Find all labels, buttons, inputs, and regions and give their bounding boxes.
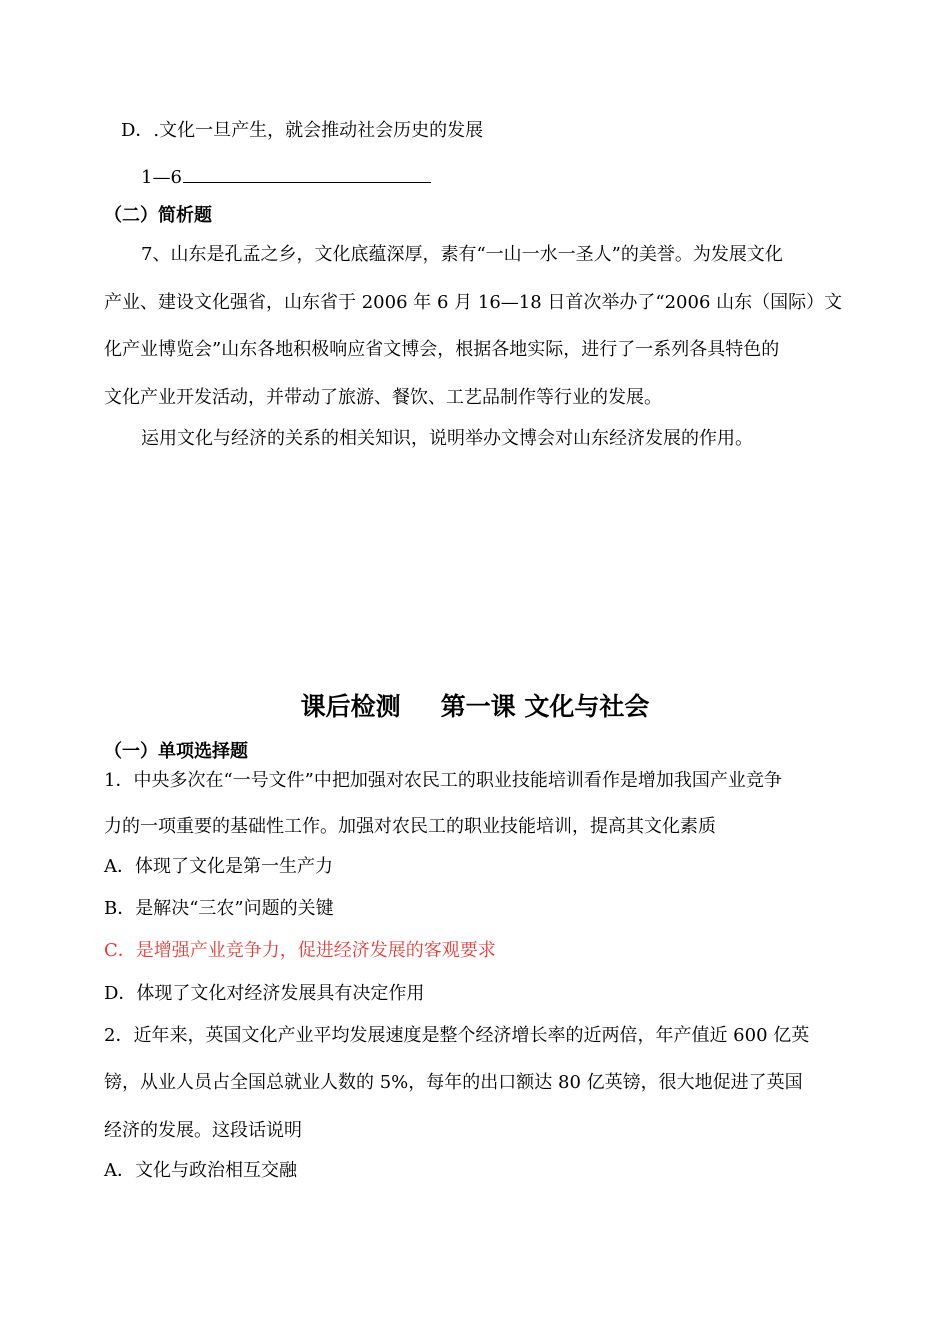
answer-line [141, 164, 431, 190]
q7-line-3: 化产业博览会”山东各地积极响应省文博会，根据各地实际，进行了一系列各具特色的 [104, 339, 780, 360]
q7-line-2: 产业、建设文化强省，山东省于 2006 年 6 月 16—18 日首次举办了“2006 山东（国际）文 [104, 292, 843, 313]
title-right: 第一课 文化与社会 [440, 692, 650, 721]
q1-option-a: A．体现了文化是第一生产力 [104, 856, 333, 877]
q1-option-c-highlighted: C．是增强产业竞争力，促进经济发展的客观要求 [104, 940, 496, 961]
q1-option-b: B．是解决“三农”问题的关键 [104, 898, 334, 919]
option-d: D．.文化一旦产生，就会推动社会历史的发展 [121, 120, 484, 141]
page-title [0, 690, 950, 724]
q7-line-1: 7、山东是孔孟之乡，文化底蕴深厚，素有“一山一水一圣人”的美誉。为发展文化 [141, 244, 783, 265]
section-heading-choice: （一）单项选择题 [104, 741, 248, 762]
title-left: 课后检测 [300, 692, 401, 721]
q7-line-4: 文化产业开发活动，并带动了旅游、餐饮、工艺品制作等行业的发展。 [104, 387, 662, 408]
answer-blank [183, 164, 431, 183]
q7-prompt: 运用文化与经济的关系的相关知识，说明举办文博会对山东经济发展的作用。 [141, 428, 753, 449]
answer-prefix: 1—6 [141, 167, 182, 188]
q2-line-1: 2．近年来，英国文化产业平均发展速度是整个经济增长率的近两倍，年产值近 600 亿英 [104, 1025, 810, 1046]
q1-option-d: D．体现了文化对经济发展具有决定作用 [104, 983, 425, 1004]
q1-line-2: 力的一项重要的基础性工作。加强对农民工的职业技能培训，提高其文化素质 [104, 816, 716, 837]
q1-line-1: 1．中央多次在“一号文件”中把加强对农民工的职业技能培训看作是增加我国产业竞争 [104, 770, 782, 791]
q2-line-2: 镑，从业人员占全国总就业人数的 5%，每年的出口额达 80 亿英镑，很大地促进了英国 [104, 1072, 803, 1093]
q2-line-3: 经济的发展。这段话说明 [104, 1120, 302, 1141]
q2-option-a: A．文化与政治相互交融 [104, 1160, 297, 1181]
section-heading-analysis: （二）简析题 [104, 205, 212, 226]
